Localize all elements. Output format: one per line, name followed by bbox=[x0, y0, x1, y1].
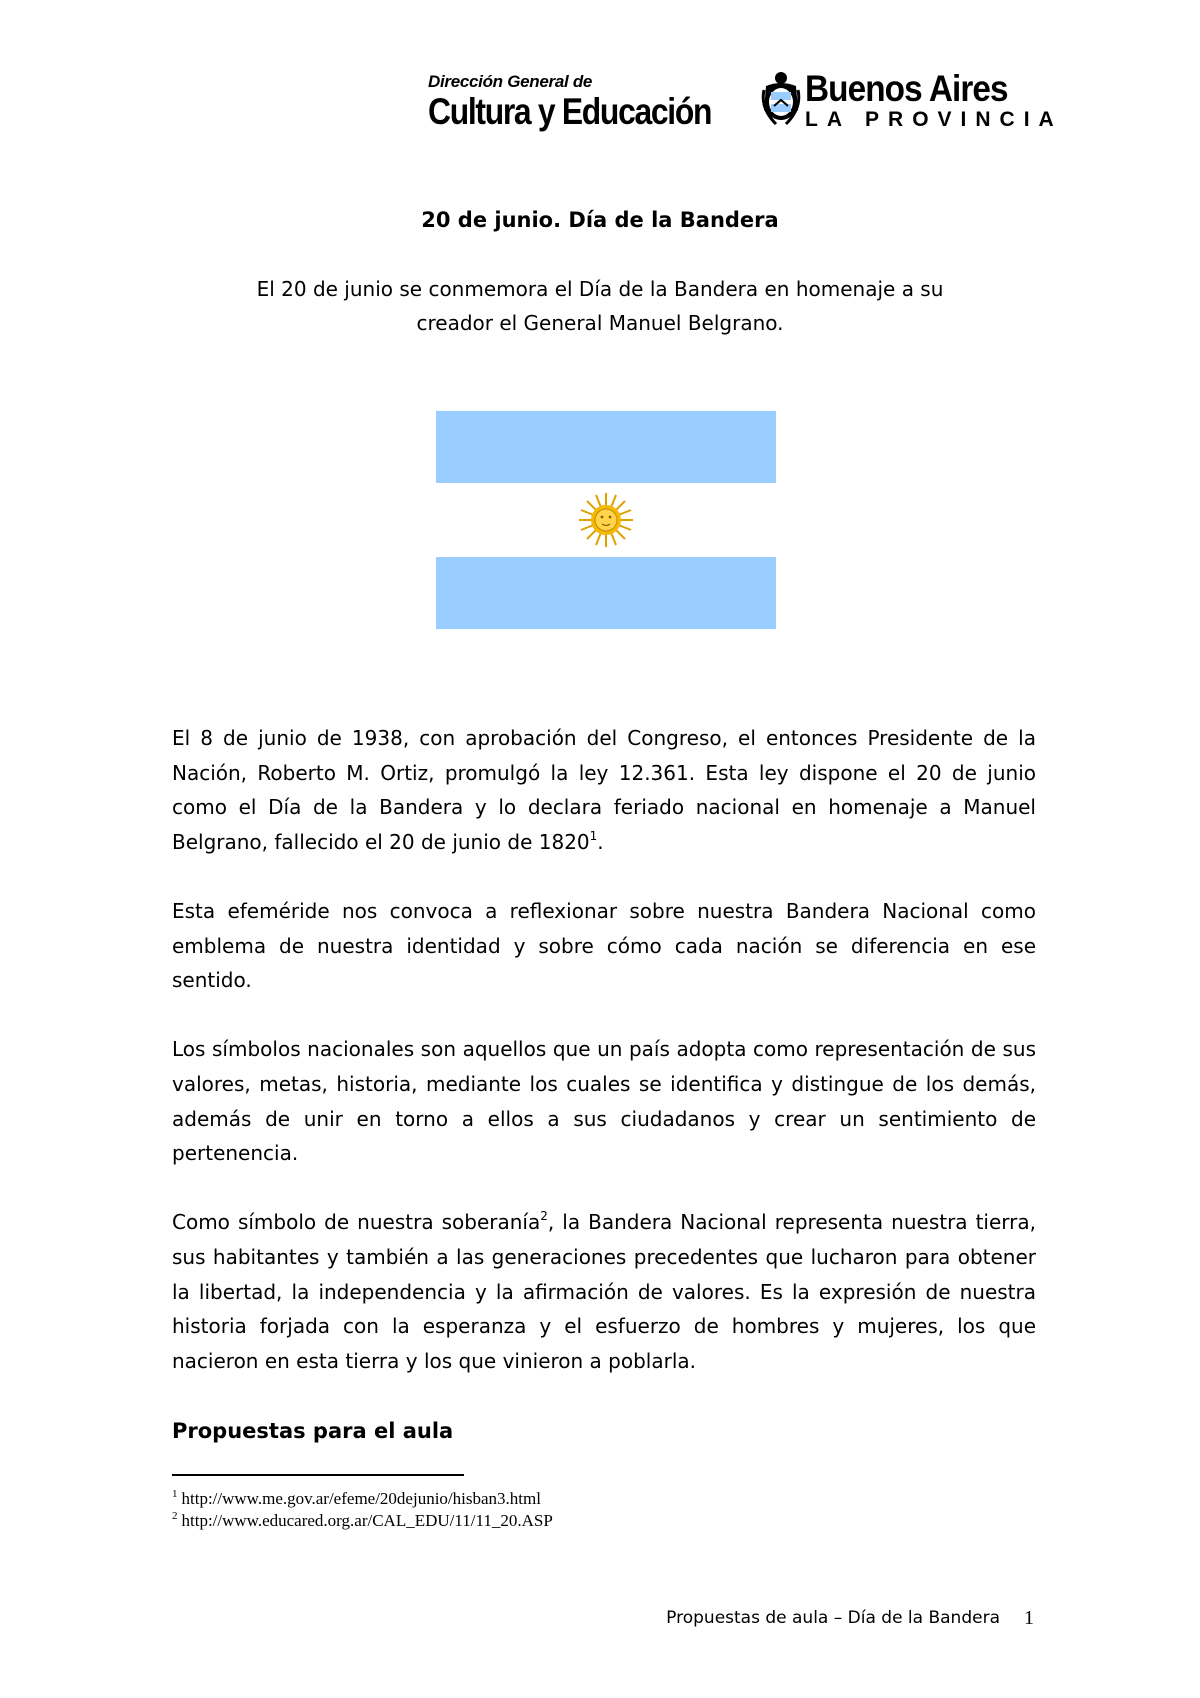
footnotes bbox=[172, 1488, 553, 1532]
paragraph-soberania-start: Como símbolo de nuestra soberanía bbox=[172, 1210, 541, 1235]
footnote-ref-2: 2 bbox=[540, 1209, 548, 1224]
page-number: 1 bbox=[1024, 1607, 1034, 1629]
intro-paragraph bbox=[200, 272, 1000, 340]
buenos-aires-logo-subtitle: LA PROVINCIA bbox=[805, 108, 1063, 131]
document-title: 20 de junio. Día de la Bandera bbox=[421, 208, 779, 232]
flag-top-stripe bbox=[436, 411, 776, 483]
paragraph-law-text: El 8 de junio de 1938, con aprobación del Congreso, el entonces Presidente de la Nación, Roberto M. Ortiz, promulgó la ley 12.361. Esta ley dispone el 20 de junio como el Día de la Bandera y lo declara feriado nacional en homenaje a Manuel Belgrano, fallecido el 20 de junio de 1820 bbox=[172, 726, 1036, 854]
buenos-aires-logo bbox=[805, 70, 1063, 132]
paragraph-law-end: . bbox=[597, 829, 604, 854]
paragraph-law bbox=[172, 721, 1036, 859]
intro-line-2: creador el General Manuel Belgrano. bbox=[416, 311, 784, 335]
paragraph-simbolos: Los símbolos nacionales son aquellos que un país adopta como representación de sus valores, metas, historia, mediante los cuales se identifica y distingue de los demás, además de unir en torno a ellos a sus ciudadanos y crear un sentimiento de pertenencia. bbox=[172, 1037, 1036, 1166]
paragraph-soberania bbox=[172, 1205, 1036, 1378]
province-seal-icon bbox=[760, 70, 802, 132]
footnote-1-number: 1 bbox=[172, 1488, 178, 1500]
page-footer-text: Propuestas de aula – Día de la Bandera bbox=[666, 1608, 1000, 1628]
footnote-2-link[interactable]: http://www.educared.org.ar/CAL_EDU/11/11_20.ASP bbox=[181, 1511, 553, 1530]
paragraph-soberania-rest: , la Bandera Nacional representa nuestra tierra, sus habitantes y también a las generaciones precedentes que lucharon para obtener la libertad, la independencia y la afirmación de valores. Es la expresión de nuestra historia forjada con la esperanza y el esfuerzo de hombres y mujeres, los que nacieron en esta tierra y los que vinieron a poblarla. bbox=[172, 1210, 1036, 1373]
buenos-aires-logo-title: Buenos Aires bbox=[805, 68, 1008, 109]
dgce-logo-small-text: Dirección General de bbox=[428, 72, 593, 91]
footnote-2 bbox=[172, 1510, 553, 1532]
dgce-logo-big-text: Cultura y Educación bbox=[428, 91, 712, 132]
sun-of-may-icon bbox=[579, 493, 633, 547]
footnote-1 bbox=[172, 1488, 553, 1510]
footnote-2-number: 2 bbox=[172, 1510, 178, 1522]
intro-line-1: El 20 de junio se conmemora el Día de la Bandera en homenaje a su bbox=[256, 277, 944, 301]
dgce-logo bbox=[428, 72, 748, 132]
section-heading-propuestas: Propuestas para el aula bbox=[172, 1419, 454, 1443]
footnote-1-link[interactable]: http://www.me.gov.ar/efeme/20dejunio/hisban3.html bbox=[181, 1489, 541, 1508]
footnote-ref-1: 1 bbox=[589, 828, 598, 843]
body-text bbox=[172, 721, 1036, 1378]
footnote-separator bbox=[172, 1474, 464, 1476]
paragraph-efemeride: Esta efeméride nos convoca a reflexionar sobre nuestra Bandera Nacional como emblema de nuestra identidad y sobre cómo cada nación se diferencia en ese sentido. bbox=[172, 898, 1036, 993]
flag-bottom-stripe bbox=[436, 557, 776, 629]
argentine-flag-image bbox=[436, 411, 776, 629]
